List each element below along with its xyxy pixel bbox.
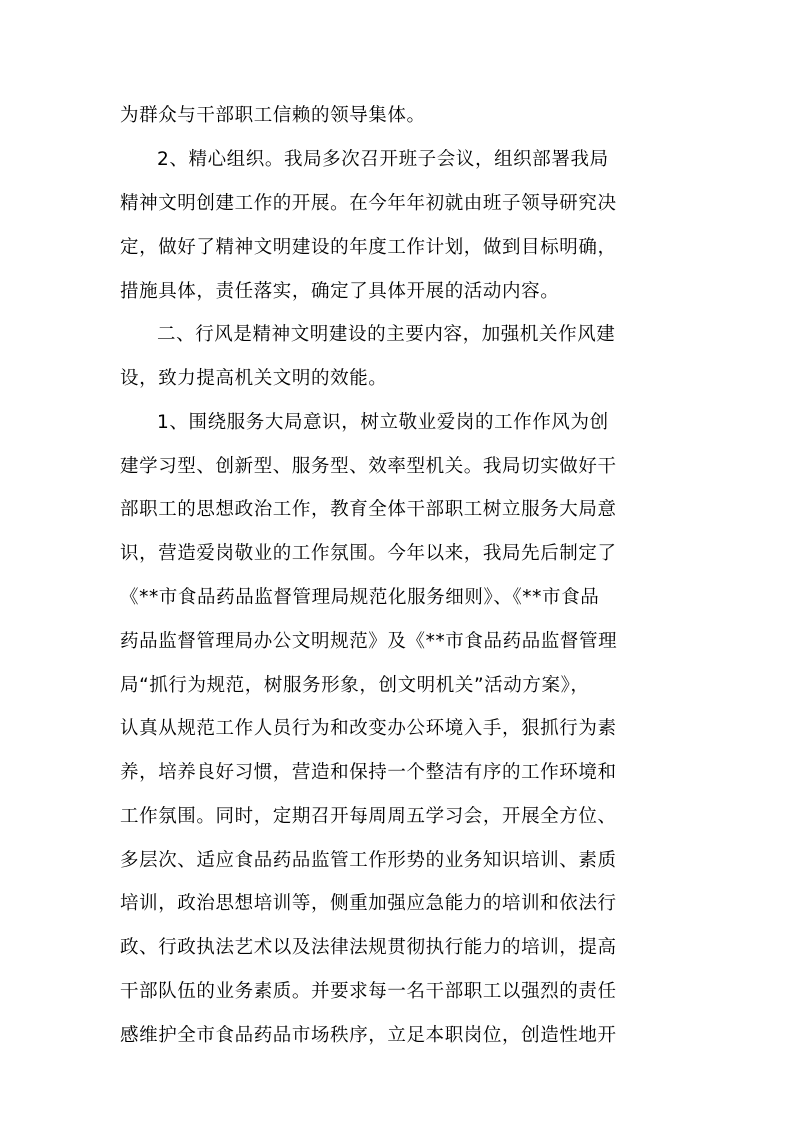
- text-line: 识，营造爱岗敬业的工作氛围。今年以来，我局先后制定了: [120, 543, 617, 564]
- text-line: 建学习型、创新型、服务型、效率型机关。我局切实做好干: [120, 456, 617, 477]
- text-line: 2、精心组织。我局多次召开班子会议，组织部署我局: [157, 149, 609, 170]
- text-line: 1、围绕服务大局意识，树立敬业爱岗的工作作风为创: [157, 412, 609, 433]
- text-line: 干部队伍的业务素质。并要求每一名干部职工以强烈的责任: [120, 981, 617, 1002]
- text-line: 感维护全市食品药品市场秩序，立足本职岗位，创造性地开: [120, 1025, 617, 1046]
- text-line: 措施具体，责任落实，确定了具体开展的活动内容。: [120, 281, 560, 302]
- text-line: 药品监督管理局办公文明规范》及《**市食品药品监督管理: [120, 631, 618, 652]
- text-line: 设，致力提高机关文明的效能。: [120, 368, 388, 389]
- text-line: 养，培养良好习惯，营造和保持一个整洁有序的工作环境和: [120, 762, 617, 783]
- text-line: 《**市食品药品监督管理局规范化服务细则》、《**市食品: [120, 587, 600, 608]
- text-line: 多层次、适应食品药品监管工作形势的业务知识培训、素质: [120, 850, 617, 871]
- text-line: 为群众与干部职工信赖的领导集体。: [120, 105, 426, 126]
- text-line: 部职工的思想政治工作，教育全体干部职工树立服务大局意: [120, 499, 617, 520]
- text-line: 工作氛围。同时，定期召开每周周五学习会，开展全方位、: [120, 806, 617, 827]
- section-heading: 二、行风是精神文明建设的主要内容，加强机关作风建: [157, 324, 616, 345]
- text-line: 政、行政执法艺术以及法律法规贯彻执行能力的培训，提高: [120, 937, 617, 958]
- text-line: 精神文明创建工作的开展。在今年年初就由班子领导研究决: [120, 193, 617, 214]
- text-line: 培训，政治思想培训等，侧重加强应急能力的培训和依法行: [120, 893, 617, 914]
- text-line: 局“抓行为规范，树服务形象，创文明机关”活动方案》，: [120, 675, 590, 696]
- text-line: 定，做好了精神文明建设的年度工作计划，做到目标明确，: [120, 237, 617, 258]
- text-line: 认真从规范工作人员行为和改变办公环境入手，狠抓行为素: [120, 718, 617, 739]
